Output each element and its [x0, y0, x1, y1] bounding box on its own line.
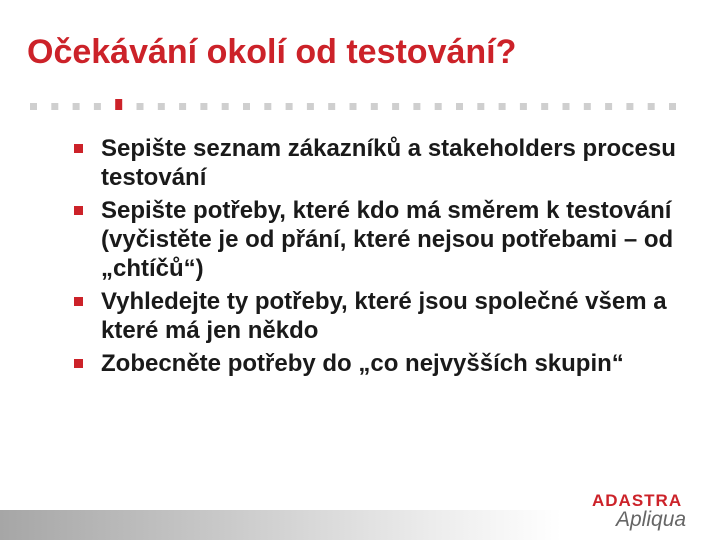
- divider-square: [435, 103, 442, 110]
- adastra-apliqua-logo: [584, 491, 706, 535]
- bullet-text: Sepište seznam zákazníků a stakeholders procesu testování: [101, 135, 676, 191]
- bullet-item: [72, 134, 692, 192]
- square-bullet-icon: [74, 297, 83, 306]
- divider-square: [328, 103, 335, 110]
- divider-square: [264, 103, 271, 110]
- title-divider: [30, 99, 690, 111]
- divider-square: [200, 103, 207, 110]
- divider-accent-square: [115, 99, 122, 110]
- logo-subbrand-text: Apliqua: [616, 508, 687, 531]
- divider-square: [307, 103, 314, 110]
- divider-square: [350, 103, 357, 110]
- bullet-list: [72, 134, 692, 382]
- divider-square: [626, 103, 633, 110]
- divider-square: [371, 103, 378, 110]
- divider-square: [158, 103, 165, 110]
- divider-square: [222, 103, 229, 110]
- logo-brand-text: ADASTRA: [592, 491, 683, 510]
- bullet-text: Vyhledejte ty potřeby, které jsou společné všem a které má jen někdo: [101, 288, 667, 344]
- divider-square: [520, 103, 527, 110]
- divider-square: [477, 103, 484, 110]
- divider-square: [648, 103, 655, 110]
- divider-square: [51, 103, 58, 110]
- slide-title: Očekávání okolí od testování?: [27, 33, 517, 71]
- divider-square: [286, 103, 293, 110]
- square-bullet-icon: [74, 144, 83, 153]
- bullet-item: [72, 349, 692, 378]
- bullet-item: [72, 196, 692, 283]
- divider-square: [456, 103, 463, 110]
- divider-square: [94, 103, 101, 110]
- divider-square: [413, 103, 420, 110]
- divider-square: [30, 103, 37, 110]
- square-bullet-icon: [74, 206, 83, 215]
- bullet-text: Sepište potřeby, které kdo má směrem k testování (vyčistěte je od přání, které nejsou potřebami – od „chtíčů“): [101, 197, 674, 282]
- bullet-text: Zobecněte potřeby do „co nejvyšších skupin“: [101, 350, 624, 377]
- divider-square: [499, 103, 506, 110]
- divider-square: [563, 103, 570, 110]
- divider-square: [669, 103, 676, 110]
- divider-square: [605, 103, 612, 110]
- divider-square: [243, 103, 250, 110]
- divider-square: [73, 103, 80, 110]
- divider-square: [584, 103, 591, 110]
- divider-square: [179, 103, 186, 110]
- divider-square: [137, 103, 144, 110]
- divider-square: [392, 103, 399, 110]
- divider-square: [541, 103, 548, 110]
- square-bullet-icon: [74, 359, 83, 368]
- bullet-item: [72, 287, 692, 345]
